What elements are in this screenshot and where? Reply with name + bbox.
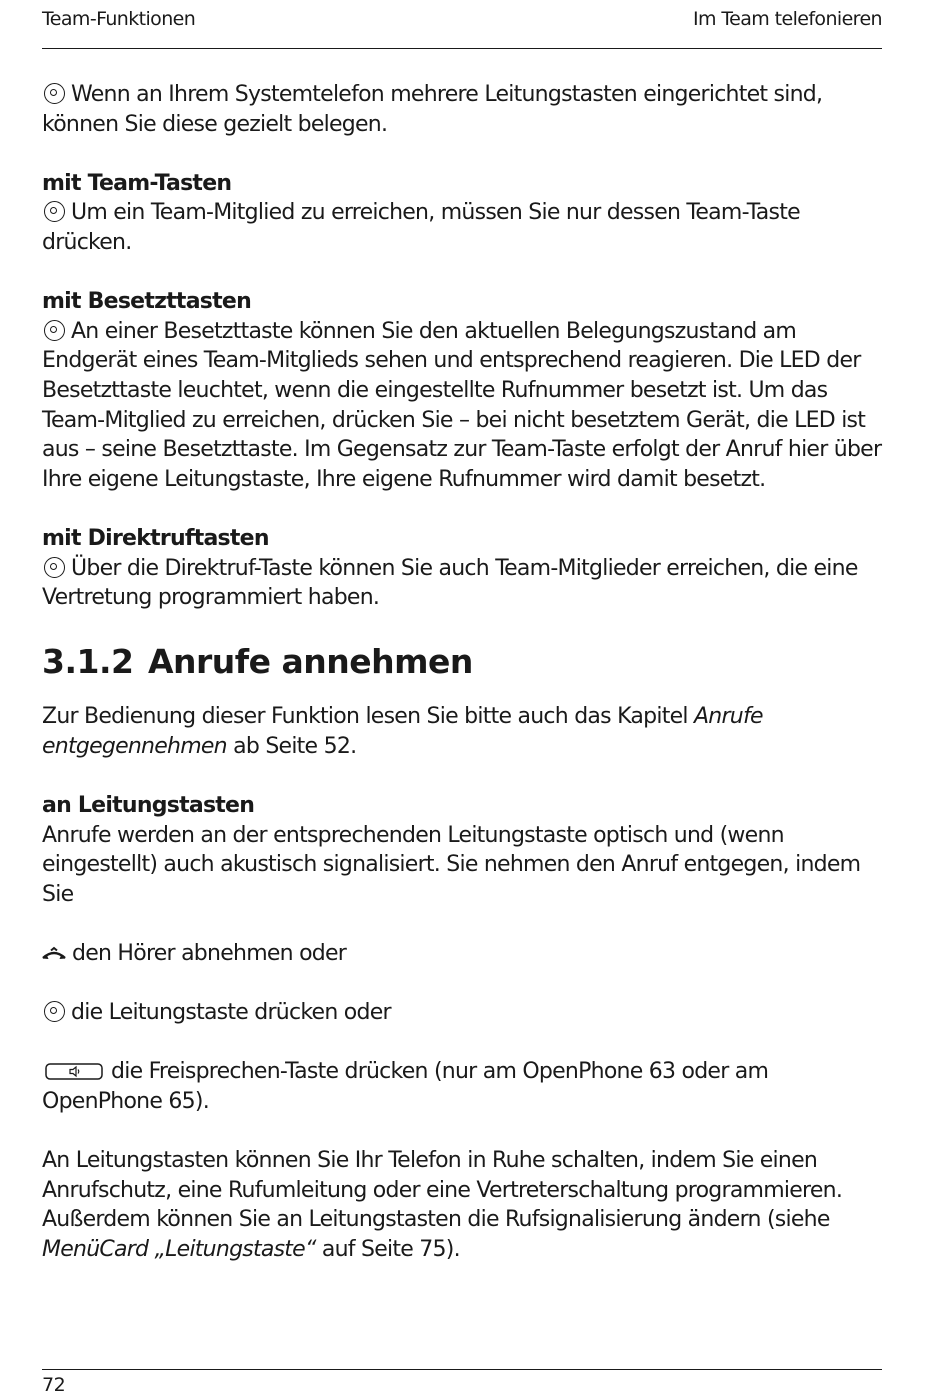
besetzttasten-text: An einer Besetzttaste können Sie den aktuellen Belegungszustand am Endgerät eines Team-Mitglieds sehen und entsprechend reagieren. Die LED der Besetzttaste leuchtet, wenn die eingestellte Rufnummer besetzt ist. Um das Team-Mitglied zu erreichen, drücken Sie – bei nicht besetztem Gerät, die LED ist aus – seine Besetzttaste. Im Gegensatz zur Team-Taste erfolgt der Anruf hier über Ihre eigene Leitungstaste, Ihre eigene Rufnummer wird damit besetzt. <box>42 318 882 492</box>
key-press-icon <box>44 201 65 222</box>
action-line-key-text: die Leitungstaste drücken oder <box>71 1000 391 1026</box>
team-tasten-block <box>42 169 892 258</box>
page-number: 72 <box>42 1374 66 1396</box>
section-intro-paragraph <box>42 702 892 761</box>
running-header <box>42 6 882 49</box>
page-body <box>42 80 892 1294</box>
menucard-reference: MenüCard „Leitungstaste“ <box>42 1236 316 1262</box>
closing-page-ref: auf Seite 75). <box>315 1236 460 1262</box>
action-handset-text: den Hörer abnehmen oder <box>72 941 347 967</box>
direktruftasten-block <box>42 524 892 613</box>
speaker-key-icon <box>45 1063 103 1080</box>
direktruftasten-text: Über die Direktruf-Taste können Sie auch Team-Mitglieder erreichen, die eine Vertretung programmiert haben. <box>42 555 858 611</box>
section-intro-page-ref: ab Seite 52. <box>226 733 357 759</box>
key-press-icon <box>44 320 65 341</box>
team-tasten-text: Um ein Team-Mitglied zu erreichen, müssen Sie nur dessen Team-Taste drücken. <box>42 200 800 255</box>
section-heading <box>42 642 892 682</box>
key-press-icon <box>44 557 65 578</box>
team-tasten-heading: mit Team-Tasten <box>42 170 232 196</box>
leitungstasten-heading: an Leitungstasten <box>42 793 255 819</box>
intro-paragraph <box>42 80 892 139</box>
besetzttasten-heading: mit Besetzttasten <box>42 289 251 315</box>
handset-icon <box>42 946 66 960</box>
section-title: Anrufe annehmen <box>148 642 473 682</box>
intro-text: Wenn an Ihrem Systemtelefon mehrere Leitungstasten eingerichtet sind, können Sie diese gezielt belegen. <box>42 82 823 137</box>
header-chapter: Team-Funktionen <box>42 8 196 30</box>
section-number: 3.1.2 <box>42 642 134 682</box>
direktruftasten-heading: mit Direktruftasten <box>42 525 269 551</box>
closing-paragraph <box>42 1146 892 1264</box>
key-press-icon <box>44 1001 65 1022</box>
action-line-key <box>42 998 892 1028</box>
section-intro-text: Zur Bedienung dieser Funktion lesen Sie bitte auch das Kapitel <box>42 704 694 730</box>
chapter-reference: Anrufe entgegennehmen <box>42 704 763 759</box>
action-handset <box>42 939 892 969</box>
header-section: Im Team telefonieren <box>693 8 882 30</box>
besetzttasten-block <box>42 287 892 494</box>
closing-text: An Leitungstasten können Sie Ihr Telefon in Ruhe schalten, indem Sie einen Anrufschutz, eine Rufumleitung oder eine Vertreterschaltung programmieren. Außerdem können Sie an Leitungstasten die Rufsignalisierung ändern (siehe <box>42 1148 843 1233</box>
leitungstasten-text: Anrufe werden an der entsprechenden Leitungstaste optisch und (wenn eingestellt) auch akustisch signalisiert. Sie nehmen den Anruf entgegen, indem Sie <box>42 822 861 907</box>
footer-rule <box>42 1369 882 1370</box>
key-press-icon <box>44 83 65 104</box>
leitungstasten-block <box>42 791 892 909</box>
action-speaker-key-text: die Freisprechen-Taste drücken (nur am OpenPhone 63 oder am OpenPhone 65). <box>42 1059 769 1114</box>
action-speaker-key <box>42 1057 892 1116</box>
